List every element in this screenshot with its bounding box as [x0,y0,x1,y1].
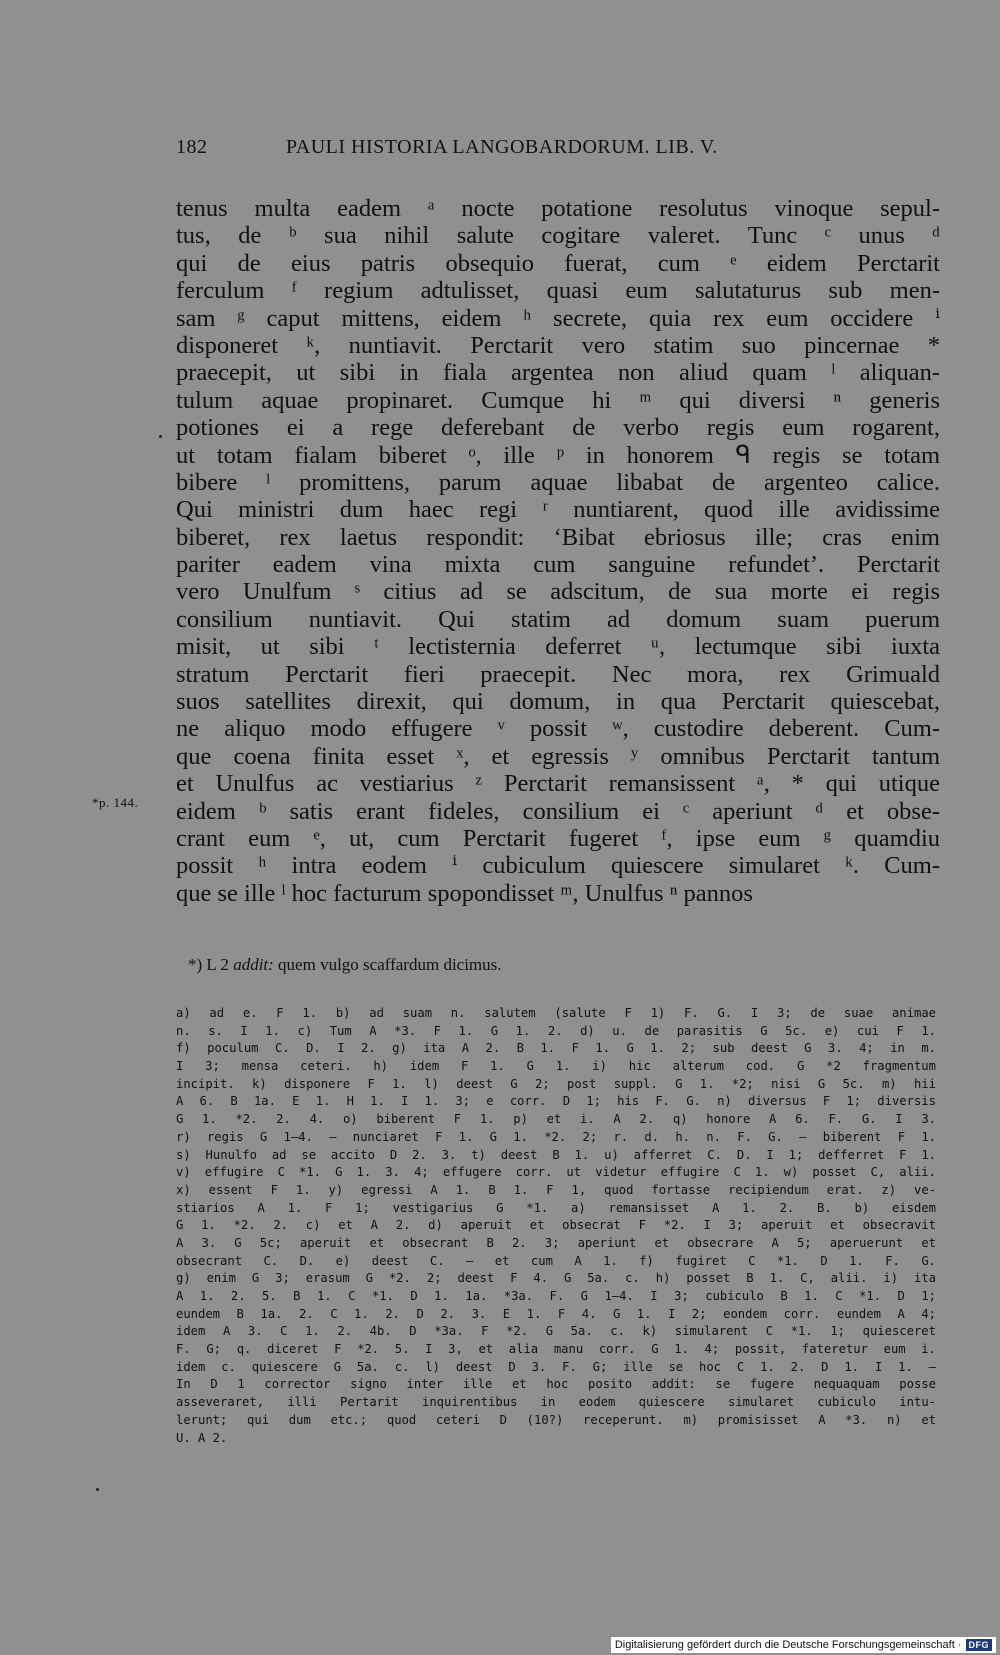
critical-apparatus [176,1005,936,1447]
apparatus-line: f) poculum C. D. I 2. g) ita A 2. B 1. F 1. G 1. 2; sub deest G 3. 4; in m. [176,1041,936,1056]
text-line: ne aliquo modo effugere ᵛ possit ʷ, custodire deberent. Cum- [176,715,940,743]
apparatus-line: A 3. G 5c; aperuit et obsecrant B 2. 3; aperiunt et obsecrare A 5; aperuerunt et [176,1235,936,1250]
footnote-text: quem vulgo scaffardum dicimus. [278,955,502,974]
text-line: que coena finita esset ˣ, et egressis ʸ omnibus Perctarit tantum [176,742,940,770]
apparatus-line: r) regis G 1—4. — nunciaret F 1. G 1. *2. 2; r. d. h. n. F. G. — biberent F 1. [176,1129,936,1144]
text-line: possit ʰ intra eodem ⁱ cubiculum quiescere simularet ᵏ. Cum- [176,852,940,880]
text-line: ferculum ᶠ regium adtulisset, quasi eum salutaturus sub men- [176,277,940,305]
digitization-footer [611,1637,996,1653]
text-line: consilium nuntiavit. Qui statim ad domum suam puerum [176,605,940,633]
apparatus-line: v) effugire C *1. G 1. 3. 4; effugere corr. ut videtur effugire C 1. w) posset C, alii. [176,1165,936,1180]
apparatus-line: g) enim G 3; erasum G *2. 2; deest F 4. G 5a. c. h) posset B 1. C, alii. i) ita [176,1271,936,1286]
apparatus-line: n. s. I 1. c) Tum A *3. F 1. G 1. 2. d) u. de parasitis G 5c. e) cui F 1. [176,1023,936,1038]
apparatus-line: G 1. *2. 2. c) et A 2. d) aperuit et obsecrat F *2. I 3; aperuit et obsecravit [176,1218,936,1233]
margin-page-reference: *p. 144. [92,795,139,810]
apparatus-line: U. A 2. [176,1430,228,1445]
apparatus-line: I 3; mensa ceteri. h) idem F 1. G 1. i) hic alterum cod. G *2 fragmentum [176,1059,936,1074]
footnote-mark: *) [188,955,203,974]
text-line: Qui ministri dum haec regi ʳ nuntiarent, quod ille avidissime [176,496,940,524]
text-line: stratum Perctarit fieri praecepit. Nec mora, rex Grimuald [176,660,940,688]
page-number: 182 [176,136,208,158]
text-line: et Unulfus ac vestiarius ᶻ Perctarit remansissent ᵃ, * qui utique [176,770,940,798]
apparatus-line: G 1. *2. 2. 4. o) biberent F 1. p) et i. A 2. q) honore A 6. F. G. I 3. [176,1112,936,1127]
text-line: biberet, rex laetus respondit: ‘Bibat ebriosus ille; cras enim [176,523,940,551]
apparatus-line: A 1. 2. 5. B 1. C *1. D 1. 1a. *3a. F. G 1—4. I 3; cubiculo B 1. C *1. D 1; [176,1289,936,1303]
apparatus-line: idem A 3. C 1. 2. 4b. D *3a. F *2. G 5a. c. k) simularent C *1. 1; quiesceret [176,1324,936,1339]
text-line: praecepit, ut sibi in fiala argentea non aliud quam ˡ aliquan- [176,359,940,387]
stray-ink-mark [96,1488,99,1491]
text-line: tus, de ᵇ sua nihil salute cogitare valeret. Tunc ᶜ unus ᵈ [176,222,940,250]
text-line: tulum aquae propinaret. Cumque hi ᵐ qui diversi ⁿ generis [176,386,940,414]
text-line: potiones ei a rege deferebant de verbo regis eum rogarent, [176,414,940,442]
footnote-source: L 2 [206,955,229,974]
text-line: ut totam fialam biberet ᵒ, ille ᵖ in honorem ᑫ regis se totam [176,441,940,469]
text-line: qui de eius patris obsequio fuerat, cum ᵉ eidem Perctarit [176,249,940,277]
text-line: pariter eadem vina mixta cum sanguine refundet’. Perctarit [176,551,940,579]
text-line: sam ᵍ caput mittens, eidem ʰ secrete, quia rex eum occidere ⁱ [176,304,940,332]
text-line: vero Unulfum ˢ citius ad se adscitum, de sua morte ei regis [176,578,940,606]
text-line: que se ille ˡ hoc facturum spopondisset ᵐ, Unulfus ⁿ pannos [176,879,753,907]
text-line: tenus multa eadem ᵃ nocte potatione resolutus vinoque sepul- [176,195,940,222]
apparatus-line: F. G; q. diceret F *2. 5. I 3, et alia manu corr. G 1. 4; possit, fateretur eum i. [176,1342,936,1357]
dfg-logo: DFG [966,1639,993,1651]
footnote-verb: addit: [233,955,274,974]
star-footnote [188,955,502,975]
running-head-title: PAULI HISTORIA LANGOBARDORUM. LIB. V. [286,136,718,158]
apparatus-line: lerunt; qui dum etc.; quod ceteri D (10?) receperunt. m) promisisset A *3. n) et [176,1412,936,1427]
apparatus-line: idem c. quiescere G 5a. c. l) deest D 3. F. G; ille se hoc C 1. 2. D 1. I 1. — [176,1359,936,1374]
apparatus-line: A 6. B 1a. E 1. H 1. I 1. 3; e corr. D 1; his F. G. n) diversus F 1; diversis [176,1094,936,1109]
apparatus-line: obsecrant C. D. e) deest C. — et cum A 1. f) fugiret C *1. D 1. F. G. [176,1253,936,1268]
text-line: disponeret ᵏ, nuntiavit. Perctarit vero statim suo pincernae * [176,331,940,359]
apparatus-line: x) essent F 1. y) egressi A 1. B 1. F 1, quod fortasse recipiendum erat. z) ve- [176,1182,936,1197]
stray-ink-mark [159,435,162,438]
apparatus-line: s) Hunulfo ad se accito D 2. 3. t) deest B 1. u) afferret C. D. I 1; defferret F 1. [176,1147,936,1162]
apparatus-line: stiarios A 1. F 1; vestigarius G *1. a) remansisset A 1. 2. B. b) eisdem [176,1200,936,1215]
text-line: bibere ˡ promittens, parum aquae libabat de argenteo calice. [176,468,940,496]
text-line: crant eum ᵉ, ut, cum Perctarit fugeret ᶠ, ipse eum ᵍ quamdiu [176,824,940,852]
text-line: suos satellites direxit, qui domum, in qua Perctarit quiescebat, [176,688,940,716]
apparatus-line: a) ad e. F 1. b) ad suam n. salutem (salute F 1) F. G. I 3; de suae animae [176,1006,936,1020]
footer-text: Digitalisierung gefördert durch die Deutsche Forschungsgemeinschaft · [614,1639,962,1651]
apparatus-line: asseveraret, illi Pertarit inquirentibus in eodem quiescere simularet cubiculo intu- [176,1395,936,1410]
text-line: misit, ut sibi ᵗ lectisternia deferret ᵘ, lectumque sibi iuxta [176,633,940,661]
main-text-block [176,195,940,907]
text-line: eidem ᵇ satis erant fideles, consilium ei ᶜ aperiunt ᵈ et obse- [176,797,940,825]
apparatus-line: In D 1 corrector signo inter ille et hoc posito addit: se fugere nequaquam posse [176,1377,936,1392]
apparatus-line: eundem B 1a. 2. C 1. 2. D 2. 3. E 1. F 4. G 1. I 2; eondem corr. eundem A 4; [176,1306,936,1321]
apparatus-line: incipit. k) disponere F 1. l) deest G 2; post suppl. G 1. *2; nisi G 5c. m) hii [176,1076,936,1091]
